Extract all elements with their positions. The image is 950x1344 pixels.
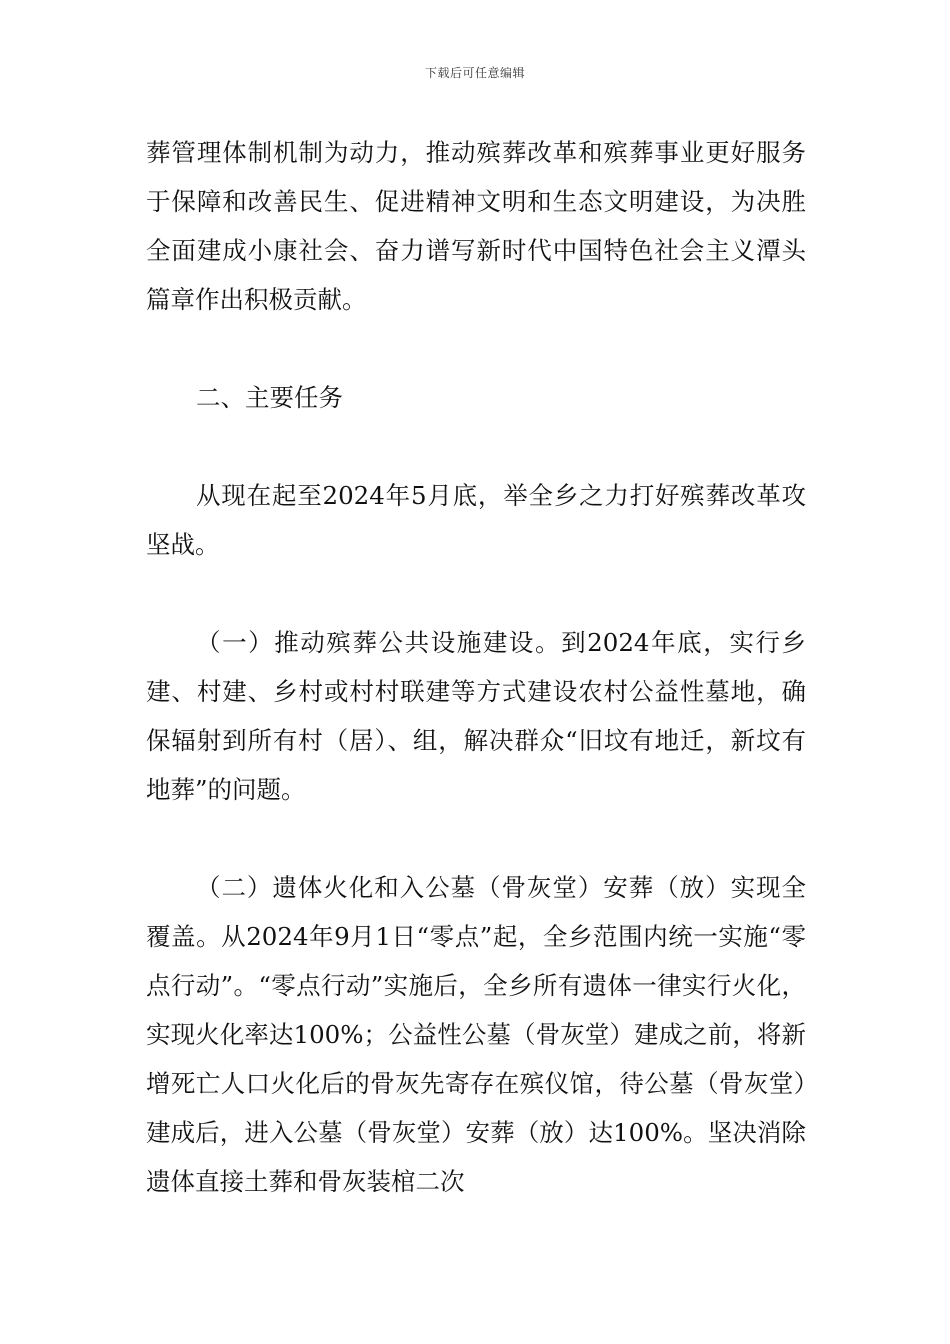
paragraph-spacer	[146, 814, 806, 863]
paragraph-item-1: （一）推动殡葬公共设施建设。到2024年底，实行乡建、村建、乡村或村村联建等方式建设农村公益性墓地，确保辐射到所有村（居）、组，解决群众“旧坟有地迁，新坟有地葬”的问题。	[146, 628, 806, 804]
page-header-note: 下载后可任意编辑	[424, 66, 525, 80]
document-body	[146, 128, 806, 1206]
paragraph-spacer	[146, 324, 806, 373]
paragraph-item-2: （二）遗体火化和入公墓（骨灰堂）安葬（放）实现全覆盖。从2024年9月1日“零点”起，全乡范围内统一实施“零点行动”。“零点行动”实施后，全乡所有遗体一律实行火化，实现火化率达100%；公益性公墓（骨灰堂）建成之前，将新增死亡人口火化后的骨灰先寄存在殡仪馆，待公墓（骨灰堂）建成后，进入公墓（骨灰堂）安葬（放）达100%。坚决消除遗体直接土葬和骨灰装棺二次	[146, 873, 806, 1196]
section-heading: 二、主要任务	[196, 383, 343, 412]
paragraph-spacer	[146, 422, 806, 471]
paragraph-spacer	[146, 569, 806, 618]
paragraph-intro: 葬管理体制机制为动力，推动殡葬改革和殡葬事业更好服务于保障和改善民生、促进精神文明和生态文明建设，为决胜全面建成小康社会、奋力谱写新时代中国特色社会主义潭头篇章作出积极贡献。	[146, 138, 806, 314]
paragraph-goal: 从现在起至2024年5月底，举全乡之力打好殡葬改革攻坚战。	[146, 481, 806, 559]
